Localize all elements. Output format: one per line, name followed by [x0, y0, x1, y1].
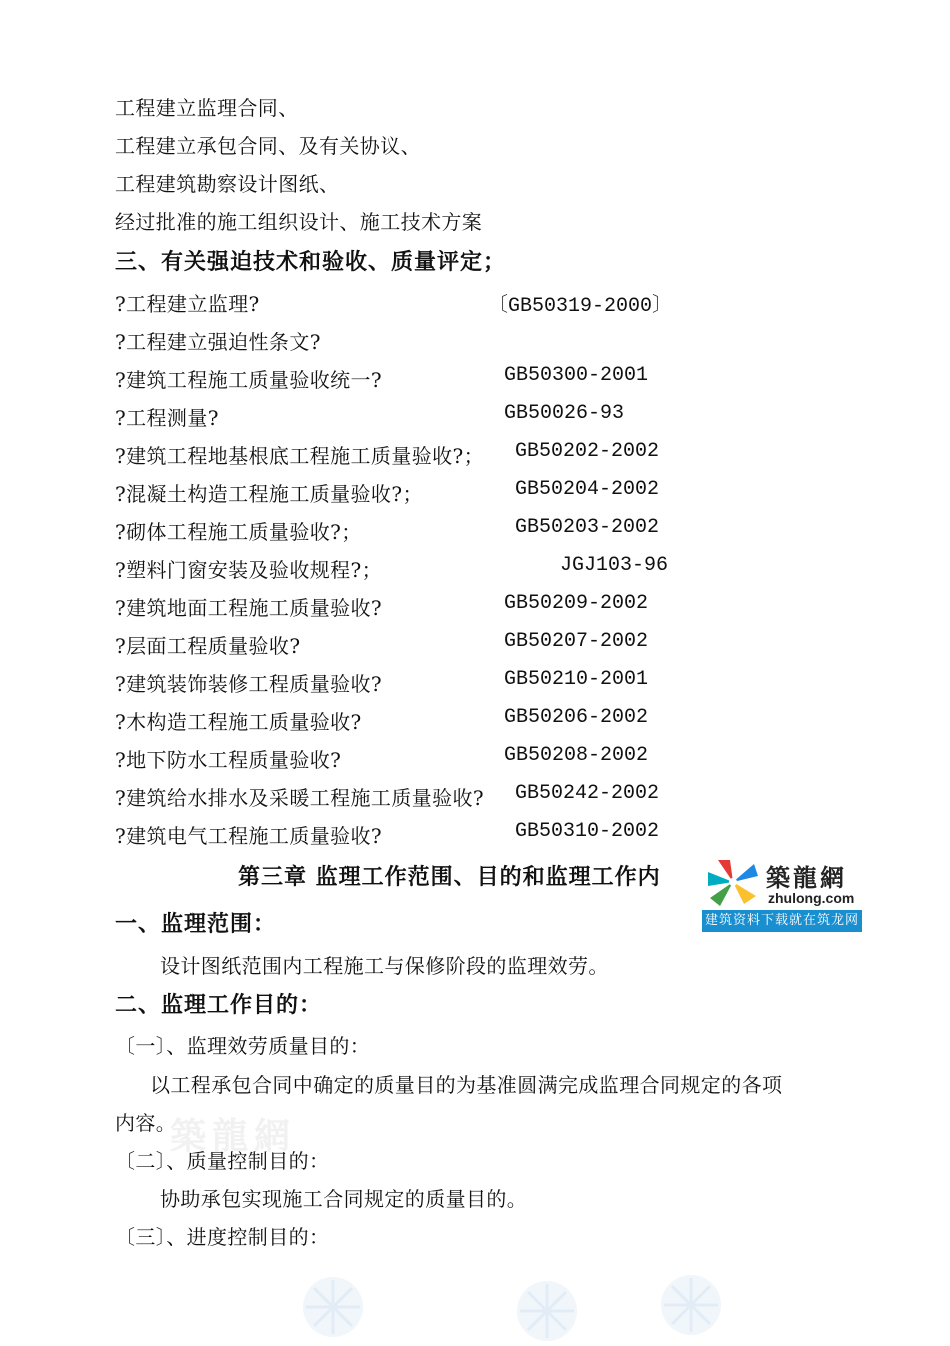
- goal2-heading: 〔二〕、质量控制目的：: [115, 1149, 330, 1173]
- standard-name: ?木构造工程施工质量验收?: [115, 710, 362, 734]
- chapter-title: 第三章 监理工作范围、目的和监理工作内: [238, 865, 661, 890]
- snowflake-watermark-icon: [512, 1276, 582, 1346]
- standard-name: ?工程建立监理?: [115, 292, 260, 316]
- standard-code: GB50242-2002: [515, 782, 660, 805]
- scope-heading: 一、监理范围：: [115, 912, 277, 937]
- standard-name: ?建筑电气工程施工质量验收?: [115, 824, 383, 848]
- intro-line: 经过批准的施工组织设计、施工技术方案: [115, 210, 483, 234]
- standard-code: GB50026-93: [504, 402, 625, 425]
- goal1-text-cont: 内容。: [115, 1111, 177, 1135]
- standard-name: ?工程测量?: [115, 406, 219, 430]
- standard-code: GB50300-2001: [504, 364, 649, 387]
- standard-name: ?建筑装饰装修工程质量验收?: [115, 672, 383, 696]
- standard-code: JGJ103-96: [560, 554, 669, 577]
- standard-code: GB50207-2002: [504, 630, 649, 653]
- standard-name: ?混凝土构造工程施工质量验收?；: [115, 482, 423, 506]
- standard-name: ?塑料门窗安装及验收规程?；: [115, 558, 383, 582]
- standard-code: GB50203-2002: [515, 516, 660, 539]
- standard-code: 〔GB50319-2000〕: [488, 295, 673, 318]
- standard-name: ?工程建立强迫性条文?: [115, 330, 321, 354]
- intro-line: 工程建立监理合同、: [115, 96, 299, 120]
- standard-code: GB50208-2002: [504, 744, 649, 767]
- standard-code: GB50206-2002: [504, 706, 649, 729]
- standard-code: GB50209-2002: [504, 592, 649, 615]
- standard-code: GB50202-2002: [515, 440, 660, 463]
- logo-tagline: 建筑资料下载就在筑龙网: [702, 910, 862, 932]
- intro-line: 工程建立承包合同、及有关协议、: [115, 134, 421, 158]
- goal3-heading: 〔三〕、进度控制目的：: [115, 1225, 330, 1249]
- standard-code: GB50204-2002: [515, 478, 660, 501]
- intro-line: 工程建筑勘察设计图纸、: [115, 172, 340, 196]
- standard-name: ?层面工程质量验收?: [115, 634, 301, 658]
- standard-code: GB50210-2001: [504, 668, 649, 691]
- watermark-text: 築龍網: [170, 1115, 297, 1157]
- scope-text: 设计图纸范围内工程施工与保修阶段的监理效劳。: [160, 954, 609, 978]
- standard-code: GB50310-2002: [515, 820, 660, 843]
- pinwheel-logo-icon: [704, 856, 762, 908]
- standard-name: ?建筑工程施工质量验收统一?: [115, 368, 383, 392]
- section-heading: 三、有关强迫技术和验收、质量评定；: [115, 250, 507, 275]
- standard-name: ?建筑地面工程施工质量验收?: [115, 596, 383, 620]
- standard-name: ?建筑给水排水及采暖工程施工质量验收?: [115, 786, 485, 810]
- zhulong-logo: [702, 852, 862, 932]
- standard-name: ?地下防水工程质量验收?: [115, 748, 342, 772]
- goal-heading: 二、监理工作目的：: [115, 993, 323, 1018]
- snowflake-watermark-icon: [656, 1270, 726, 1340]
- goal2-text: 协助承包实现施工合同规定的质量目的。: [160, 1187, 528, 1211]
- logo-url: zhulong.com: [768, 890, 855, 906]
- goal1-text: 以工程承包合同中确定的质量目的为基准圆满完成监理合同规定的各项: [150, 1073, 783, 1097]
- logo-brand: 築龍網: [766, 863, 847, 892]
- snowflake-watermark-icon: [298, 1272, 368, 1342]
- standard-name: ?砌体工程施工质量验收?；: [115, 520, 362, 544]
- standard-name: ?建筑工程地基根底工程施工质量验收?；: [115, 444, 485, 468]
- goal1-heading: 〔一〕、监理效劳质量目的：: [115, 1034, 371, 1058]
